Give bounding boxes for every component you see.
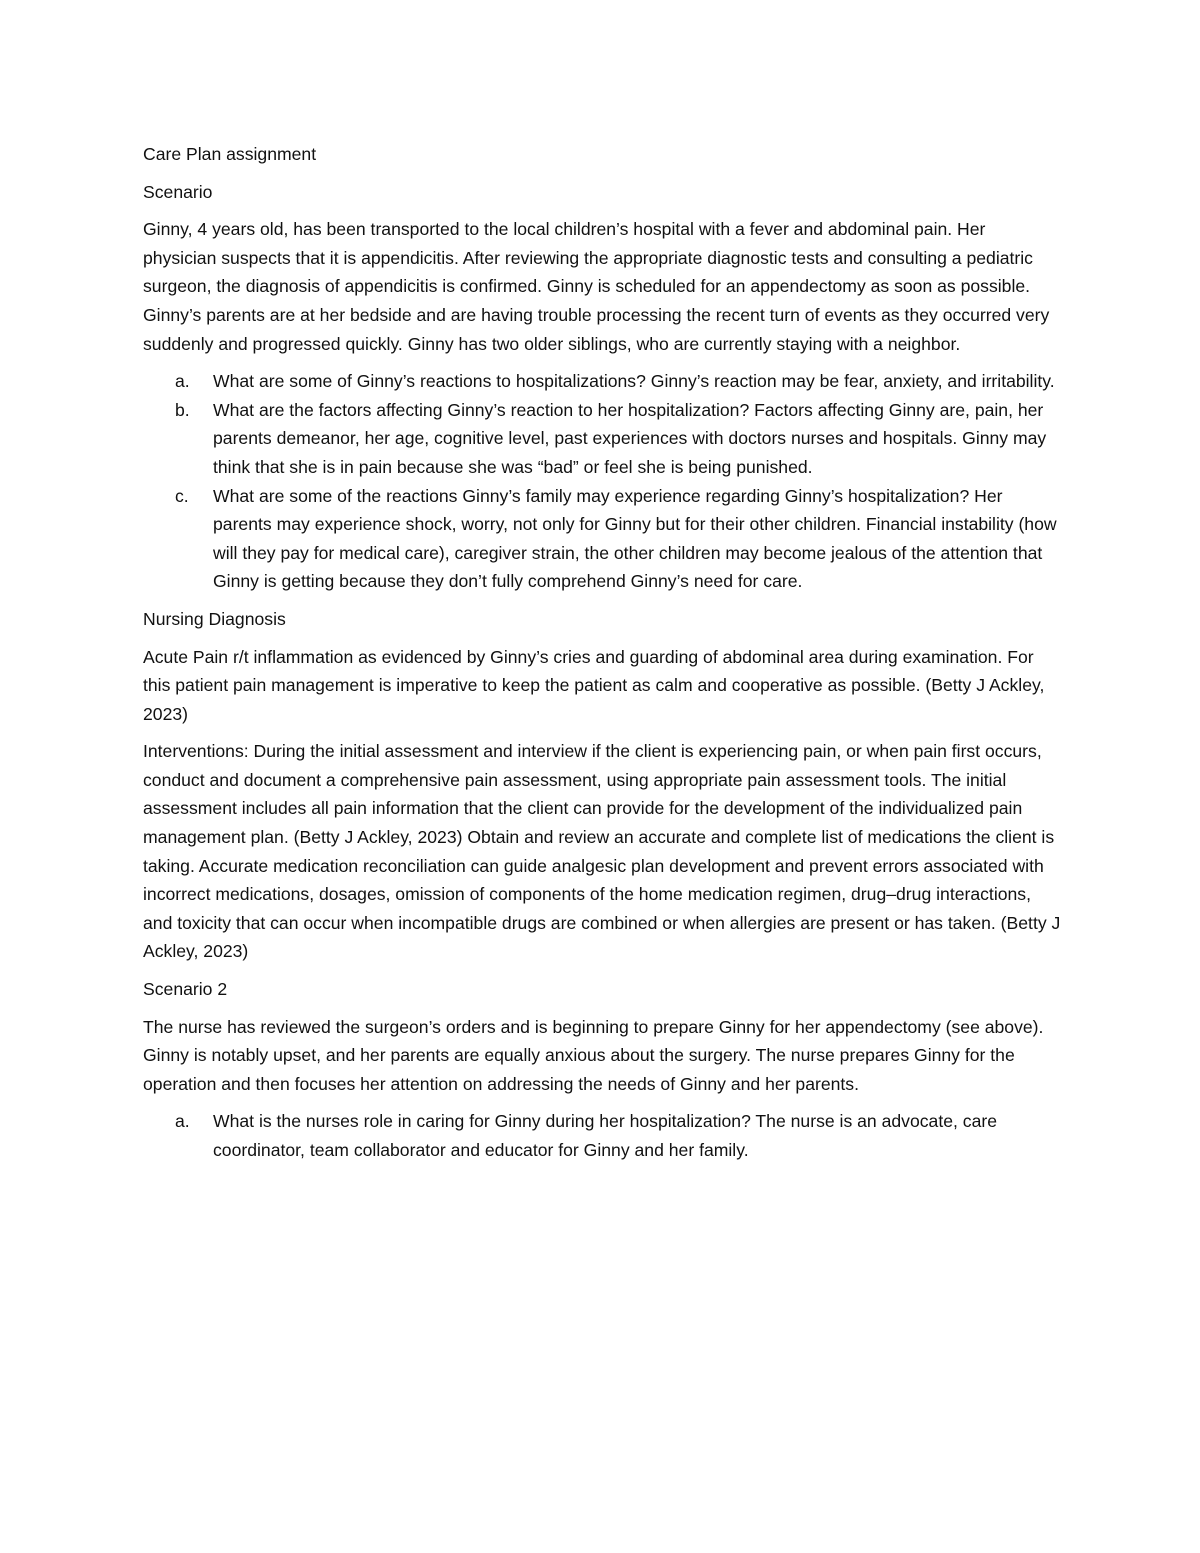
scenario-question-list [143, 367, 1063, 596]
question-item-b [143, 396, 1063, 482]
document-title: Care Plan assignment [143, 144, 317, 164]
scenario-2-question-list [143, 1107, 1063, 1164]
question-item-c [143, 482, 1063, 596]
question-text: What are the factors affecting Ginny’s reaction to her hospitalization? Factors affecting Ginny are, pain, her parents demeanor, her age, cognitive level, past experiences with doctors nurses and hospitals. Ginny may think that she is in pain because she was “bad” or feel she is being punished. [213, 399, 1047, 477]
question-text: What are some of the reactions Ginny’s family may experience regarding Ginny’s hospitalization? Her parents may experience shock, worry, not only for Ginny but for their other children. Financial instability (how will they pay for medical care), caregiver strain, the other children may become jealous of the attention that Ginny is getting because they don’t fully comprehend Ginny’s need for care. [213, 485, 1057, 592]
nursing-diagnosis-paragraph: Acute Pain r/t inflammation as evidenced by Ginny’s cries and guarding of abdominal area during examination. For this patient pain management is imperative to keep the patient as calm and cooperative as possible. (Betty J Ackley, 2023) [143, 646, 1045, 724]
question-text: What are some of Ginny’s reactions to hospitalizations? Ginny’s reaction may be fear, anxiety, and irritability. [213, 371, 1055, 392]
list-marker: b. [175, 399, 190, 420]
interventions-paragraph: Interventions: During the initial assessment and interview if the client is experiencing pain, or when pain first occurs, conduct and document a comprehensive pain assessment, using appropriate pain assessment tools. The initial assessment includes all pain information that the client can provide for the development of the individualized pain management plan. (Betty J Ackley, 2023) Obtain and review an accurate and complete list of medications the client is taking. Accurate medication reconciliation can guide analgesic plan development and prevent errors associated with incorrect medications, dosages, omission of components of the home medication regimen, drug–drug interactions, and toxicity that can occur when incompatible drugs are combined or when allergies are present or has taken. (Betty J Ackley, 2023) [143, 741, 1061, 962]
list-marker: a. [175, 371, 190, 392]
scenario-heading: Scenario [143, 181, 213, 202]
list-marker: c. [175, 485, 189, 506]
question-text: What is the nurses role in caring for Ginny during her hospitalization? The nurse is an advocate, care coordinator, team collaborator and educator for Ginny and her family. [213, 1111, 997, 1160]
list-marker: a. [175, 1111, 190, 1132]
nursing-diagnosis-heading: Nursing Diagnosis [143, 608, 286, 629]
scenario-paragraph: Ginny, 4 years old, has been transported to the local children’s hospital with a fever and abdominal pain. Her physician suspects that it is appendicitis. After reviewing the appropriate diagnostic tests and consulting a pediatric surgeon, the diagnosis of appendicitis is confirmed. Ginny is scheduled for an appendectomy as soon as possible. Ginny’s parents are at her bedside and are having trouble processing the recent turn of events as they occurred very suddenly and progressed quickly. Ginny has two older siblings, who are currently staying with a neighbor. [143, 219, 1050, 354]
question-item-a [143, 1107, 1063, 1164]
scenario-2-heading: Scenario 2 [143, 979, 228, 1000]
scenario-2-paragraph: The nurse has reviewed the surgeon’s orders and is beginning to prepare Ginny for her appendectomy (see above). Ginny is notably upset, and her parents are equally anxious about the surgery. The nurse prepares Ginny for the operation and then focuses her attention on addressing the needs of Ginny and her parents. [143, 1016, 1044, 1094]
document-page [143, 140, 1063, 1174]
question-item-a [143, 367, 1063, 396]
